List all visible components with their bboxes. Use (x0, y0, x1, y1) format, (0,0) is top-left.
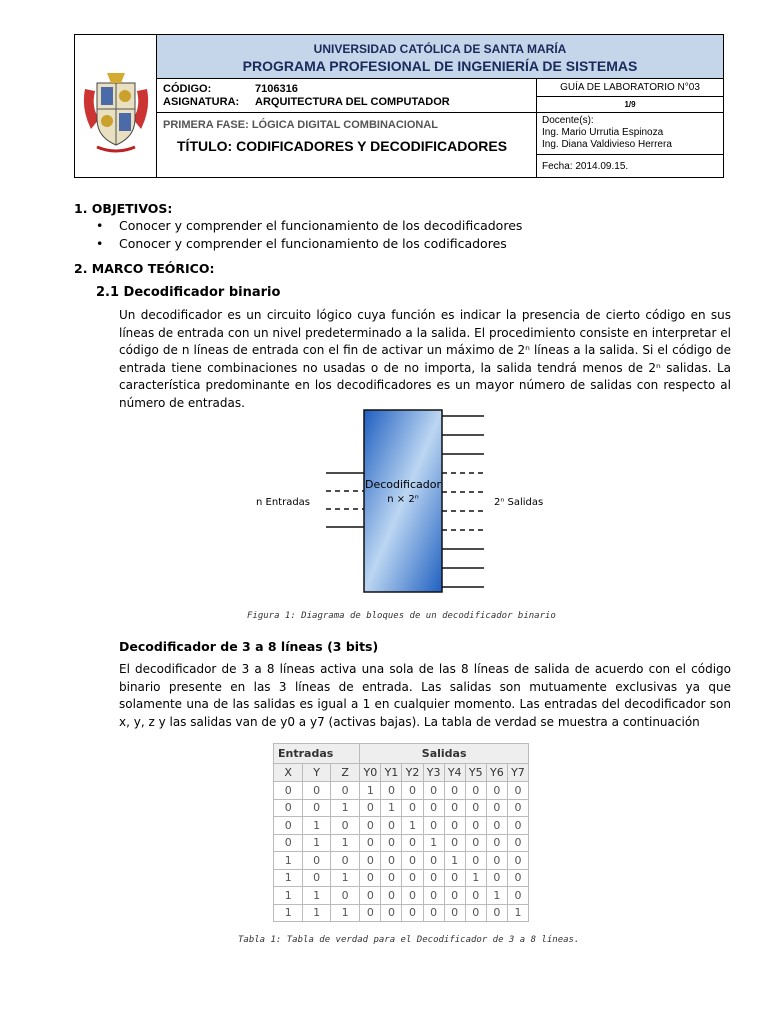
table-cell: 0 (381, 869, 402, 887)
table-cell: 0 (423, 799, 444, 817)
table-cell: 1 (274, 852, 303, 870)
table-cell: 1 (423, 834, 444, 852)
table-cell: 0 (465, 852, 486, 870)
table-cell: 1 (274, 869, 303, 887)
table-cell: 0 (360, 799, 381, 817)
table-cell: 1 (444, 852, 465, 870)
table-cell: 1 (330, 834, 359, 852)
title-cell (157, 113, 537, 177)
table-cell: 0 (444, 904, 465, 922)
column-header: Y6 (486, 764, 507, 782)
table-cell: 0 (360, 852, 381, 870)
table-cell: 0 (360, 869, 381, 887)
paragraph-3a8: El decodificador de 3 a 8 líneas activa una sola de las 8 líneas de salida de acuerdo con el código binario presente en las 3 líneas de entrada. Las salidas son mutuamente exclusivas ya que solamente una de las salidas es igual a 1 en cualquier momento. Las entradas del decodificador son x, y, z y las salidas van de y0 a y7 (activas bajas). La tabla de verdad se muestra a continuación (119, 662, 731, 729)
table-row (274, 904, 529, 922)
asignatura-label: ASIGNATURA: (163, 96, 240, 108)
program-name: PROGRAMA PROFESIONAL DE INGENIERÍA DE SISTEMAS (242, 58, 638, 74)
objetivos-heading: 1. OBJETIVOS: (74, 201, 173, 216)
inputs-label: n Entradas (256, 497, 311, 508)
table-cell: 0 (444, 869, 465, 887)
outputs-label: 2ⁿ Salidas (494, 497, 544, 508)
output-lines (442, 416, 484, 587)
table-cell: 1 (303, 887, 331, 905)
column-header: Y3 (423, 764, 444, 782)
table-cell: 1 (486, 887, 507, 905)
table-cell: 0 (465, 887, 486, 905)
table-row (274, 834, 529, 852)
table-cell: 0 (486, 782, 507, 800)
table-cell: 0 (486, 852, 507, 870)
table-cell: 0 (486, 799, 507, 817)
table-cell: 1 (274, 904, 303, 922)
table-cell: 0 (330, 852, 359, 870)
column-header: Y (303, 764, 331, 782)
table-caption: Tabla 1: Tabla de verdad para el Decodificador de 3 a 8 líneas. (238, 935, 580, 945)
table-cell: 0 (444, 782, 465, 800)
table-cell: 0 (381, 887, 402, 905)
table-cell: 1 (274, 887, 303, 905)
table-cell: 0 (360, 904, 381, 922)
column-header: X (274, 764, 303, 782)
column-header: Y1 (381, 764, 402, 782)
asignatura-row (163, 96, 450, 108)
page-number: 1/9 (537, 97, 723, 113)
table-cell: 0 (274, 799, 303, 817)
entradas-header: Entradas (274, 744, 360, 764)
input-lines (326, 473, 364, 527)
table-cell: 0 (381, 782, 402, 800)
table-cell: 1 (303, 834, 331, 852)
table-cell: 1 (330, 799, 359, 817)
table-cell: 0 (507, 817, 528, 835)
table-cell: 0 (303, 869, 331, 887)
fecha: Fecha: 2014.09.15. (542, 161, 629, 172)
salidas-header: Salidas (360, 744, 529, 764)
table-cell: 0 (360, 817, 381, 835)
table-cell: 0 (465, 834, 486, 852)
university-crest-icon (77, 69, 155, 159)
university-banner (157, 35, 723, 79)
truth-table (273, 743, 529, 922)
column-header: Y5 (465, 764, 486, 782)
section-2-1-heading: 2.1 Decodificador binario (96, 285, 281, 300)
table-cell: 0 (402, 782, 423, 800)
column-header: Y0 (360, 764, 381, 782)
table-cell: 0 (423, 869, 444, 887)
table-cell: 0 (330, 887, 359, 905)
table-cell: 1 (507, 904, 528, 922)
table-cell: 0 (423, 852, 444, 870)
table-cell: 0 (402, 904, 423, 922)
decoder-block-label: Decodificador (364, 478, 442, 491)
objetivo-item-2 (96, 236, 507, 251)
marco-heading: 2. MARCO TEÓRICO: (74, 261, 215, 276)
table-cell: 0 (274, 834, 303, 852)
table-cell: 0 (486, 817, 507, 835)
column-header: Z (330, 764, 359, 782)
table-cell: 0 (303, 782, 331, 800)
table-row (274, 782, 529, 800)
table-cell: 0 (360, 887, 381, 905)
table-cell: 1 (465, 869, 486, 887)
table-cell: 0 (402, 887, 423, 905)
table-cell: 0 (507, 869, 528, 887)
codigo-value: 7106316 (255, 83, 298, 95)
table-cell: 1 (330, 869, 359, 887)
objetivo-text-2: Conocer y comprender el funcionamiento de los codificadores (119, 236, 507, 251)
table-cell: 0 (507, 834, 528, 852)
phase-label: PRIMERA FASE: LÓGICA DIGITAL COMBINACIONAL (163, 119, 438, 131)
column-header: Y4 (444, 764, 465, 782)
table-cell: 0 (360, 834, 381, 852)
docente-2: Ing. Diana Valdivieso Herrera (542, 139, 672, 150)
table-cell: 0 (507, 887, 528, 905)
table-cell: 1 (381, 799, 402, 817)
table-cell: 0 (423, 782, 444, 800)
table-cell: 0 (381, 852, 402, 870)
codigo-row (163, 83, 298, 95)
column-header: Y7 (507, 764, 528, 782)
table-cell: 0 (465, 817, 486, 835)
table-cell: 1 (330, 904, 359, 922)
document-title: TÍTULO: CODIFICADORES Y DECODIFICADORES (177, 138, 508, 154)
decoder-block-diagram (240, 408, 560, 598)
bullet-icon: • (96, 236, 104, 251)
table-cell: 0 (444, 817, 465, 835)
decoder-block-sub: n × 2ⁿ (387, 494, 419, 505)
bullet-icon: • (96, 218, 104, 233)
table-cell: 0 (465, 904, 486, 922)
objetivo-item-1 (96, 218, 523, 233)
table-cell: 0 (423, 817, 444, 835)
section-3a8-heading: Decodificador de 3 a 8 líneas (3 bits) (119, 639, 379, 654)
table-cell: 0 (507, 799, 528, 817)
table-cell: 0 (465, 782, 486, 800)
table-cell: 0 (444, 799, 465, 817)
column-header-row (274, 764, 529, 782)
table-cell: 0 (465, 799, 486, 817)
table-cell: 0 (381, 904, 402, 922)
paragraph-decodificador: Un decodificador es un circuito lógico cuya función es indicar la presencia de cierto código en sus líneas de entrada con un nivel predeterminado a la salida. El procedimiento consiste en interpretar el código de n líneas de entrada con el fin de activar un máximo de 2ⁿ líneas a la salida. Si el código de entrada tiene combinaciones no usadas o de no importa, la salida tendrá menos de 2ⁿ salidas. La característica predominante en los decodificadores es un mayor número de salidas con respecto al número de entradas. (119, 308, 731, 410)
asignatura-value: ARQUITECTURA DEL COMPUTADOR (255, 96, 450, 108)
table-cell: 0 (402, 834, 423, 852)
table-cell: 0 (423, 904, 444, 922)
table-row (274, 817, 529, 835)
column-header: Y2 (402, 764, 423, 782)
table-cell: 0 (507, 852, 528, 870)
table-cell: 1 (303, 817, 331, 835)
table-cell: 0 (402, 799, 423, 817)
table-cell: 0 (444, 887, 465, 905)
table-cell: 0 (444, 834, 465, 852)
table-cell: 0 (402, 869, 423, 887)
docente-label: Docente(s): (542, 115, 594, 126)
course-info (157, 79, 537, 113)
logo-cell (75, 35, 157, 177)
figure-caption: Figura 1: Diagrama de bloques de un decodificador binario (247, 611, 556, 621)
table-row (274, 869, 529, 887)
table-cell: 0 (486, 869, 507, 887)
table-cell: 0 (507, 782, 528, 800)
docentes-cell (537, 113, 723, 155)
table-cell: 1 (360, 782, 381, 800)
table-cell: 0 (303, 852, 331, 870)
table-cell: 0 (381, 834, 402, 852)
table-cell: 0 (330, 817, 359, 835)
table-cell: 1 (402, 817, 423, 835)
table-cell: 0 (330, 782, 359, 800)
table-cell: 0 (303, 799, 331, 817)
guia-label: GUÍA DE LABORATORIO N°03 (537, 79, 723, 97)
table-cell: 0 (274, 782, 303, 800)
docente-1: Ing. Mario Urrutia Espinoza (542, 127, 664, 138)
table-cell: 1 (303, 904, 331, 922)
objetivo-text-1: Conocer y comprender el funcionamiento de los decodificadores (119, 218, 523, 233)
table-cell: 0 (402, 852, 423, 870)
university-name: UNIVERSIDAD CATÓLICA DE SANTA MARÍA (313, 42, 567, 56)
table-row (274, 887, 529, 905)
table-cell: 0 (381, 817, 402, 835)
table-row (274, 799, 529, 817)
table-cell: 0 (274, 817, 303, 835)
table-row (274, 852, 529, 870)
table-cell: 0 (486, 904, 507, 922)
table-cell: 0 (486, 834, 507, 852)
table-cell: 0 (423, 887, 444, 905)
codigo-label: CÓDIGO: (163, 83, 212, 95)
document-header (74, 34, 724, 178)
